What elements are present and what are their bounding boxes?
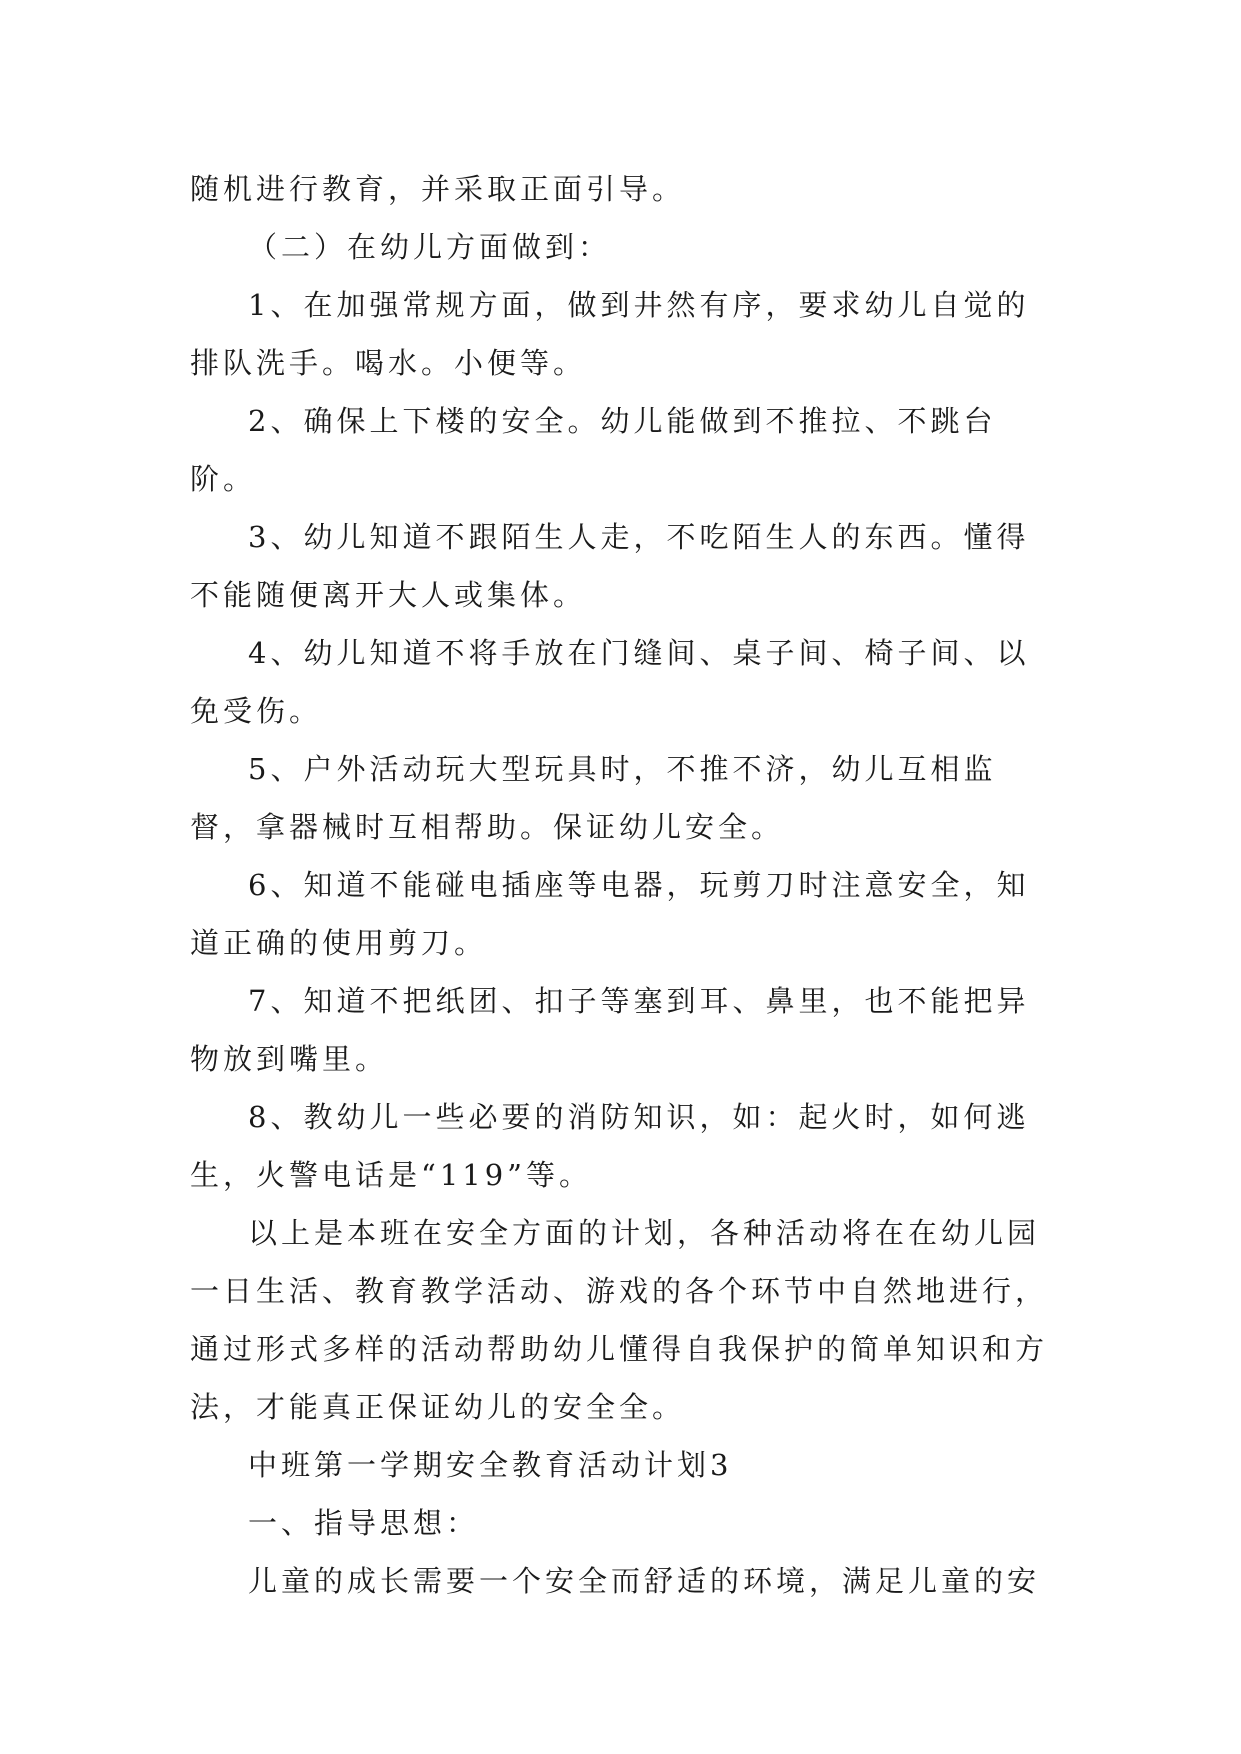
list-item-8: 8、教幼儿一些必要的消防知识，如：起火时，如何逃生，火警电话是“119”等。 — [190, 1100, 1030, 1192]
document-page — [190, 160, 1050, 1610]
paragraph-guiding-thought: 儿童的成长需要一个安全而舒适的环境，满足儿童的安 — [248, 1564, 1041, 1598]
list-item-2: 2、确保上下楼的安全。幼儿能做到不推拉、不跳台阶。 — [190, 404, 997, 496]
list-item-4: 4、幼儿知道不将手放在门缝间、桌子间、椅子间、以免受伤。 — [190, 636, 1030, 728]
plan-title: 中班第一学期安全教育活动计划3 — [248, 1448, 733, 1482]
section-heading-children: （二）在幼儿方面做到： — [248, 230, 612, 264]
list-item-6: 6、知道不能碰电插座等电器，玩剪刀时注意安全，知道正确的使用剪刀。 — [190, 868, 1030, 960]
list-item-3: 3、幼儿知道不跟陌生人走，不吃陌生人的东西。懂得不能随便离开大人或集体。 — [190, 520, 1030, 612]
list-item-5: 5、户外活动玩大型玩具时，不推不济，幼儿互相监督，拿器械时互相帮助。保证幼儿安全。 — [190, 752, 997, 844]
list-item-7: 7、知道不把纸团、扣子等塞到耳、鼻里，也不能把异物放到嘴里。 — [190, 984, 1030, 1076]
summary-paragraph: 以上是本班在安全方面的计划，各种活动将在在幼儿园一日生活、教育教学活动、游戏的各个环节中自然地进行，通过形式多样的活动帮助幼儿懂得自我保护的简单知识和方法，才能真正保证幼儿的安全全。 — [190, 1216, 1049, 1424]
list-item-1: 1、在加强常规方面，做到井然有序，要求幼儿自觉的排队洗手。喝水。小便等。 — [190, 288, 1030, 380]
paragraph-continuation: 随机进行教育，并采取正面引导。 — [190, 172, 686, 206]
section-heading-guiding-thought: 一、指导思想： — [248, 1506, 480, 1540]
